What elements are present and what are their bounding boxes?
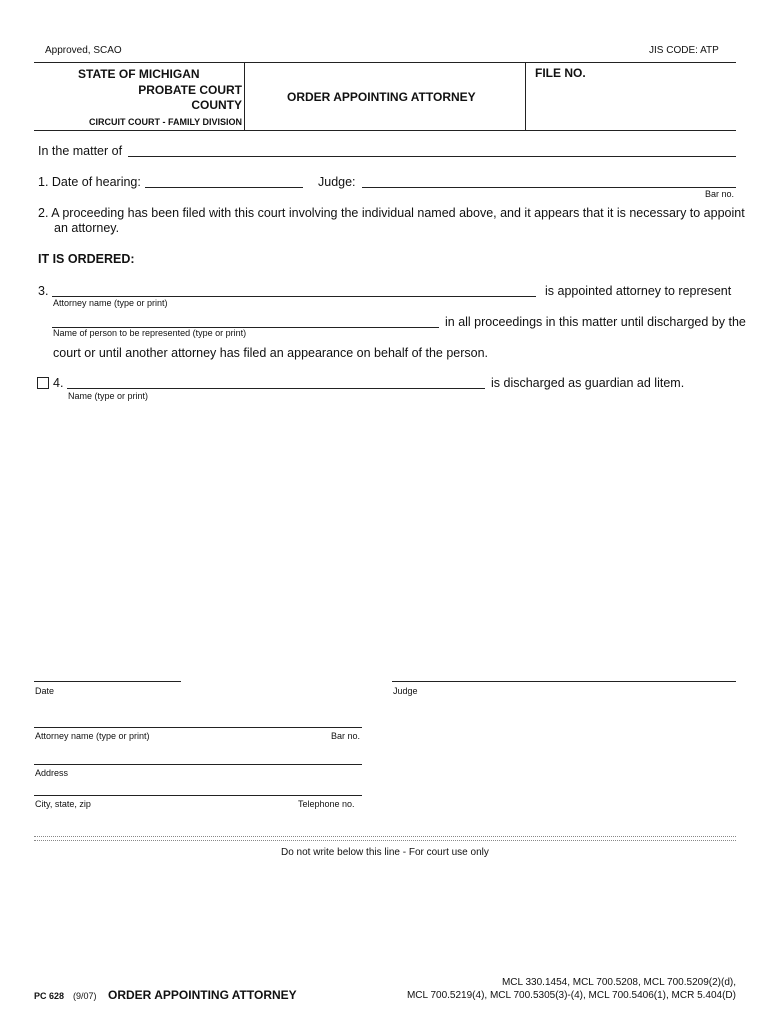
form-revision: (9/07) (73, 991, 97, 1001)
person-name-input[interactable] (52, 313, 439, 328)
address-caption: Address (35, 768, 69, 778)
date-signature-line (34, 681, 181, 682)
header-top-rule (34, 62, 736, 63)
footer-mcl-line2: MCL 700.5219(4), MCL 700.5305(3)-(4), MCL 700.5406(1), MCR 5.404(D) (406, 990, 736, 1001)
guardian-name-caption: Name (type or print) (68, 391, 149, 401)
item3-number: 3. (38, 284, 49, 298)
it-is-ordered: IT IS ORDERED: (38, 252, 135, 266)
item3-appointed-text: is appointed attorney to represent (545, 284, 732, 298)
judge-label: Judge: (318, 175, 356, 189)
circuit-court: CIRCUIT COURT - FAMILY DIVISION (88, 117, 242, 127)
approved-text: Approved, SCAO (45, 45, 122, 56)
date-caption: Date (35, 686, 55, 696)
attorney-bar-no-caption: Bar no. (331, 731, 361, 741)
form-number: PC 628 (34, 991, 65, 1001)
header-divider-right (525, 62, 526, 131)
probate-court: PROBATE COURT (138, 83, 242, 97)
item2-line1: 2. A proceeding has been filed with this court involving the individual named above, and it appears that it is necessary to appoint (38, 206, 745, 220)
matter-label: In the matter of (38, 144, 123, 158)
address-line (34, 764, 362, 765)
footer-mcl-line1: MCL 330.1454, MCL 700.5208, MCL 700.5209(2)(d), (501, 977, 736, 988)
item4-discharged-text: is discharged as guardian ad litem. (491, 376, 685, 390)
city-caption: City, state, zip (35, 799, 91, 809)
court-use-separator-top (34, 836, 736, 837)
court-use-separator-bottom (34, 840, 736, 841)
hearing-date-input[interactable] (145, 173, 303, 188)
judge-signature-line (392, 681, 736, 682)
judge-caption: Judge (393, 686, 418, 696)
attorney-name-input[interactable] (52, 282, 536, 297)
attorney-signature-line (34, 727, 362, 728)
state-title: STATE OF MICHIGAN (78, 67, 200, 81)
matter-input[interactable] (128, 142, 736, 157)
form-title: ORDER APPOINTING ATTORNEY (287, 90, 476, 104)
city-line (34, 795, 362, 796)
court-use-text: Do not write below this line - For court use only (281, 847, 489, 858)
guardian-name-input[interactable] (67, 374, 485, 389)
item2-line2: an attorney. (54, 221, 120, 235)
footer-title: ORDER APPOINTING ATTORNEY (108, 988, 297, 1002)
item3-line3: court or until another attorney has filed an appearance on behalf of the person. (53, 346, 489, 360)
county-label: COUNTY (191, 98, 242, 112)
header-bottom-rule (34, 130, 736, 131)
header-divider-left (244, 62, 245, 131)
file-no-label: FILE NO. (535, 66, 586, 80)
judge-input[interactable] (362, 173, 736, 188)
hearing-date-label: 1. Date of hearing: (38, 175, 141, 189)
person-name-caption: Name of person to be represented (type or print) (53, 328, 247, 338)
item4-number: 4. (53, 376, 64, 390)
attorney-name-sig-caption: Attorney name (type or print) (35, 731, 150, 741)
jis-code: JIS CODE: ATP (649, 45, 719, 56)
telephone-caption: Telephone no. (298, 799, 355, 809)
item4-checkbox[interactable] (37, 377, 49, 389)
bar-no-caption: Bar no. (705, 189, 735, 199)
item3-proceedings-text: in all proceedings in this matter until discharged by the (445, 315, 746, 329)
attorney-name-caption: Attorney name (type or print) (53, 298, 168, 308)
